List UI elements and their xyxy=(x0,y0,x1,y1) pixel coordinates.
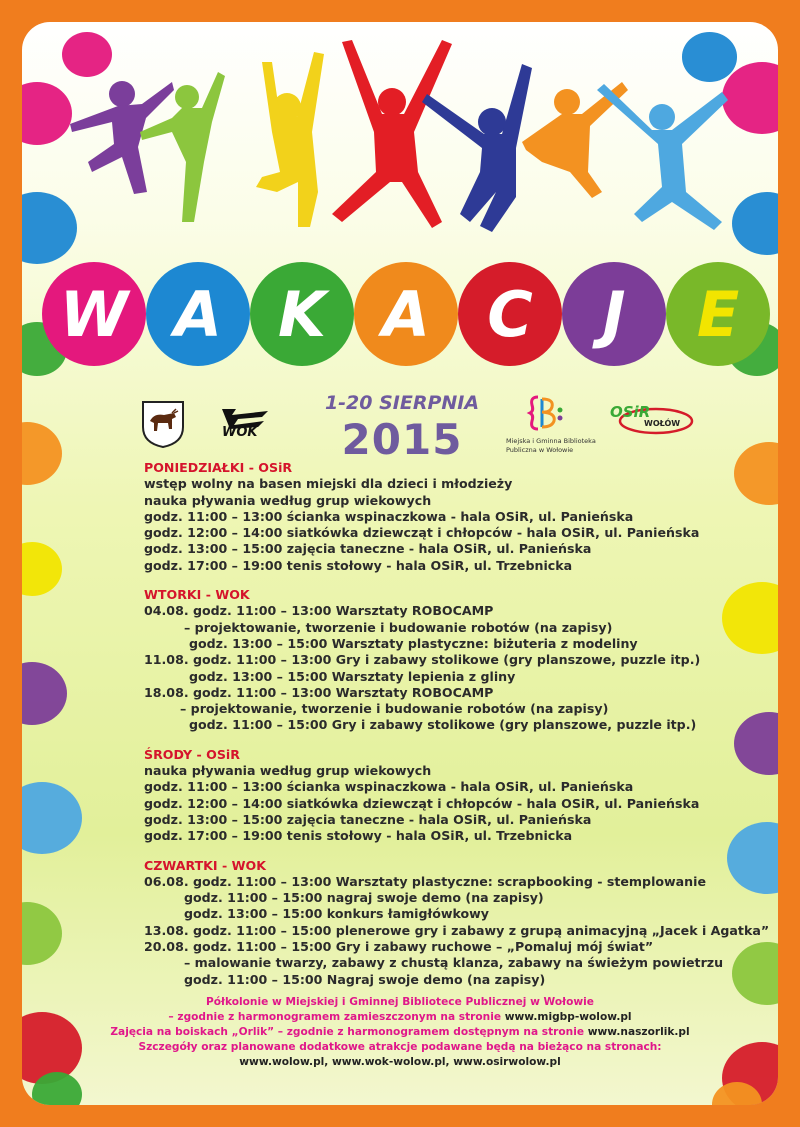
footer-link[interactable]: www.naszorlik.pl xyxy=(584,1026,690,1038)
figure-blue xyxy=(422,64,532,232)
schedule-line: 13.08. godz. 11:00 – 15:00 plenerowe gry i zabawy z grupą animacyjną „Jacek i Agatka” xyxy=(144,922,770,938)
paint-splash xyxy=(22,662,67,725)
paint-splash xyxy=(22,902,62,965)
schedule-line: 11.08. godz. 11:00 – 13:00 Gry i zabawy stolikowe (gry planszowe, puzzle itp.) xyxy=(144,652,701,668)
footer-line: Szczegóły oraz planowane dodatkowe atrakcje podawane będą na bieżąco na stronach: xyxy=(138,1041,662,1053)
schedule-line: 06.08. godz. 11:00 – 13:00 Warsztaty plastyczne: scrapbooking - stemplowanie xyxy=(144,873,706,889)
schedule-line: godz. 13:00 – 15:00 konkurs łamigłówkowy xyxy=(184,906,490,922)
footer-info xyxy=(82,995,718,1070)
footer-line: – zgodnie z harmonogramem zamieszczonym na stronie www.migbp-wolow.pl xyxy=(168,1011,632,1023)
schedule-line: 20.08. godz. 11:00 – 15:00 Gry i zabawy ruchowe – „Pomaluj mój świat” xyxy=(144,939,654,955)
year: 2015 xyxy=(341,415,463,464)
jumping-figures xyxy=(22,22,778,282)
logos-row xyxy=(22,377,778,467)
schedule-line: godz. 17:00 – 19:00 tenis stołowy - hala OSiR, ul. Trzebnicka xyxy=(144,828,573,844)
schedule-line: godz. 13:00 – 15:00 zajęcia taneczne - hala OSiR, ul. Panieńska xyxy=(144,541,592,557)
schedule-line: godz. 17:00 – 19:00 tenis stołowy - hala OSiR, ul. Trzebnicka xyxy=(144,557,573,573)
figure-lightblue xyxy=(597,84,728,230)
figure-yellow xyxy=(256,52,324,227)
poster xyxy=(22,22,778,1105)
schedule-line: 04.08. godz. 11:00 – 13:00 Warsztaty ROBOCAMP xyxy=(144,603,494,619)
schedule-line: godz. 13:00 – 15:00 Warsztaty lepienia z gliny xyxy=(189,668,516,684)
footer-line: Zajęcia na boiskach „Orlik” – zgodnie z harmonogramem dostępnym na stronie www.naszorlik.pl xyxy=(110,1026,690,1038)
section-title: WTORKI - WOK xyxy=(144,587,250,603)
date-range: 1-20 SIERPNIA xyxy=(324,392,480,414)
schedule-line: wstęp wolny na basen miejski dla dzieci i młodzieży xyxy=(144,476,513,492)
section-title: PONIEDZIAŁKI - OSiR xyxy=(144,460,293,475)
schedule-line: – projektowanie, tworzenie i budowanie robotów (na zapisy) xyxy=(180,701,609,717)
schedule-line: – malowanie twarzy, zabawy z chustą klanza, zabawy na świeżym powietrzu xyxy=(184,955,724,971)
schedule xyxy=(144,460,770,988)
schedule-line: godz. 12:00 – 14:00 siatkówka dziewcząt i chłopców - hala OSiR, ul. Panieńska xyxy=(144,795,700,811)
title-wakacje xyxy=(42,262,778,372)
library-text-line-2: Publiczna w Wołowie xyxy=(506,446,574,454)
footer-link[interactable]: www.migbp-wolow.pl xyxy=(501,1011,632,1023)
library-icon xyxy=(526,393,566,433)
schedule-line: godz. 11:00 – 13:00 ścianka wspinaczkowa - hala OSiR, ul. Panieńska xyxy=(144,779,634,795)
schedule-line: godz. 11:00 – 15:00 Nagraj swoje demo (na zapisy) xyxy=(184,971,546,987)
section-title: ŚRODY - OSiR xyxy=(144,746,240,762)
paint-splash xyxy=(22,782,82,854)
coat-of-arms-icon xyxy=(140,399,186,449)
footer-line: Półkolonie w Miejskiej i Gminnej Bibliotece Publicznej w Wołowie xyxy=(206,996,594,1008)
schedule-line: nauka pływania według grup wiekowych xyxy=(144,763,432,779)
schedule-line: godz. 11:00 – 15:00 Gry i zabawy stolikowe (gry planszowe, puzzle itp.) xyxy=(189,717,697,733)
letter-e: E xyxy=(666,262,770,366)
schedule-line: godz. 13:00 – 15:00 zajęcia taneczne - hala OSiR, ul. Panieńska xyxy=(144,811,592,827)
letter-c: C xyxy=(458,262,562,366)
schedule-line: nauka pływania według grup wiekowych xyxy=(144,492,432,508)
section-title: CZWARTKI - WOK xyxy=(144,857,266,873)
letter-j: J xyxy=(562,262,666,366)
figure-green xyxy=(140,72,225,222)
osir-logo: OSiR WOŁÓW xyxy=(606,401,696,437)
schedule-line: – projektowanie, tworzenie i budowanie robotów (na zapisy) xyxy=(184,619,613,635)
footer-line: www.wolow.pl, www.wok-wolow.pl, www.osirwolow.pl xyxy=(239,1056,561,1068)
figure-red xyxy=(332,40,452,228)
wok-logo: WOK xyxy=(218,403,272,443)
schedule-line: godz. 11:00 – 13:00 ścianka wspinaczkowa - hala OSiR, ul. Panieńska xyxy=(144,508,634,524)
letter-a: A xyxy=(146,262,250,366)
library-text-line-1: Miejska i Gminna Biblioteka xyxy=(506,437,596,445)
letter-a2: A xyxy=(354,262,458,366)
schedule-line: godz. 11:00 – 15:00 nagraj swoje demo (na zapisy) xyxy=(184,890,544,906)
paint-splash xyxy=(32,1072,82,1105)
schedule-line: 18.08. godz. 11:00 – 13:00 Warsztaty ROBOCAMP xyxy=(144,684,494,700)
schedule-line: godz. 13:00 – 15:00 Warsztaty plastyczne: biżuteria z modeliny xyxy=(189,635,638,651)
paint-splash xyxy=(22,542,62,596)
figure-purple xyxy=(70,81,174,194)
library-logo xyxy=(506,393,616,463)
letter-k: K xyxy=(250,262,354,366)
schedule-line: godz. 12:00 – 14:00 siatkówka dziewcząt i chłopców - hala OSiR, ul. Panieńska xyxy=(144,525,700,541)
letter-w: W xyxy=(42,262,146,366)
